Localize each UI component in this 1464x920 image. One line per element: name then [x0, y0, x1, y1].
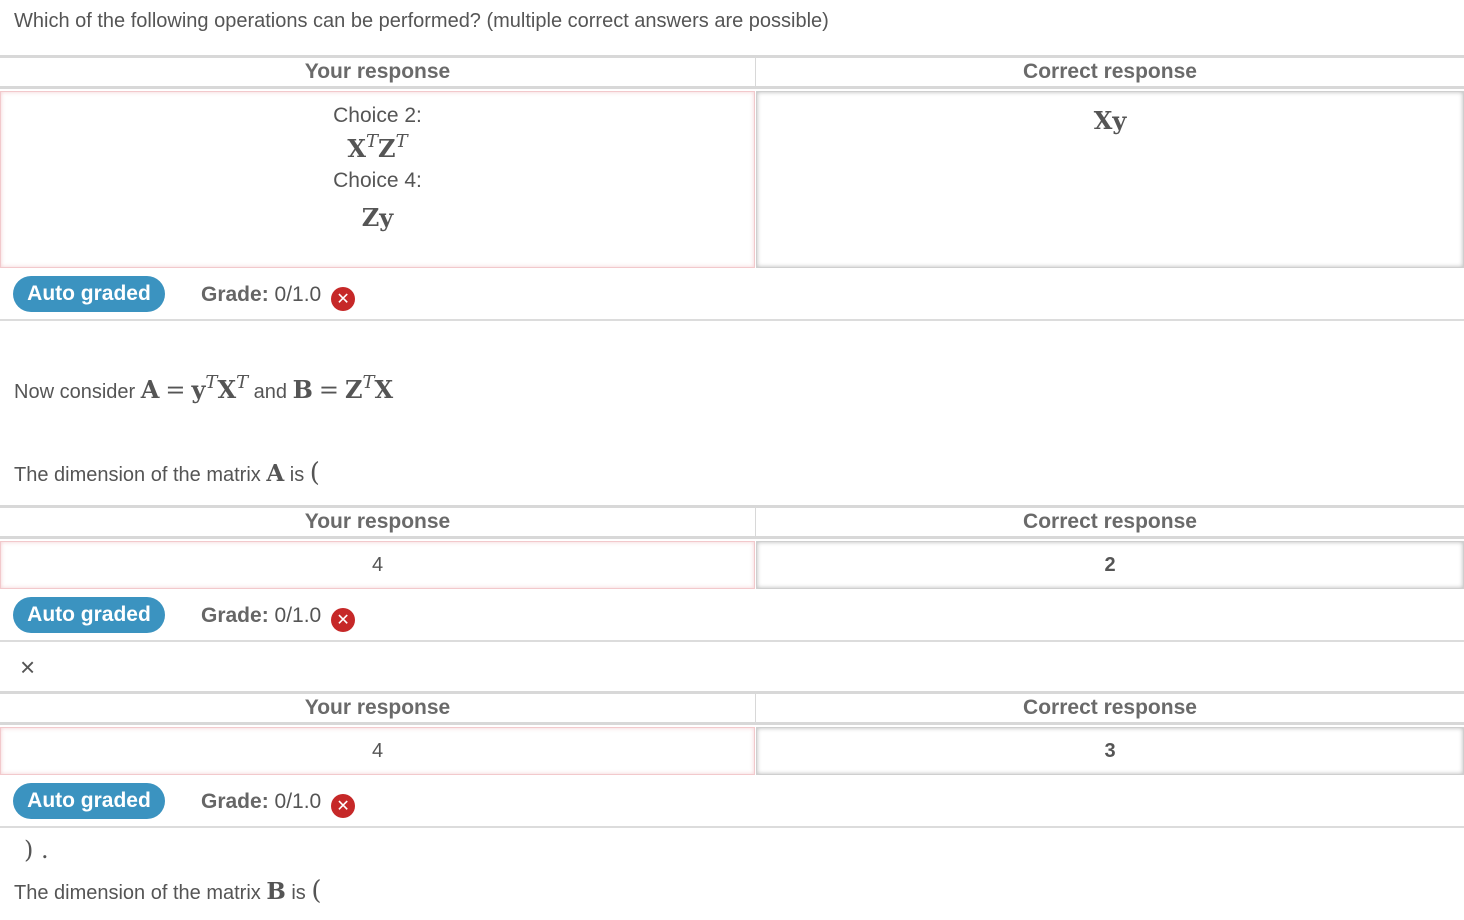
- blank2-your-response-cell: [0, 727, 755, 775]
- grade-label: Grade:: [201, 283, 269, 306]
- q2-matrix-symbol: A: [266, 460, 285, 487]
- auto-graded-badge: Auto graded: [13, 276, 165, 312]
- auto-graded-badge: Auto graded: [13, 597, 165, 633]
- q3-matrix-symbol: B: [266, 878, 286, 905]
- q3-open-paren: (: [311, 876, 322, 906]
- blank2-correct-value: 3: [1104, 740, 1116, 762]
- grade-display: [201, 269, 355, 321]
- choice-2-expression: $X^TZ^T$: [347, 131, 408, 163]
- q1-grade-bar: [0, 269, 1464, 321]
- choice-4-expression: Zy: [361, 203, 394, 232]
- your-response-header: Your response: [0, 58, 756, 86]
- blank2-correct-response-cell: [756, 727, 1464, 775]
- question-3-prompt: [14, 876, 322, 906]
- grade-display: [201, 590, 355, 642]
- q1-correct-answer: Xy: [1093, 106, 1127, 135]
- correct-response-header: Correct response: [1023, 696, 1197, 719]
- q1-response-header-row: [0, 55, 1464, 89]
- grade-label: Grade:: [201, 604, 269, 627]
- grade-value: 0/1.0: [274, 604, 322, 627]
- grade-label: Grade:: [201, 790, 269, 813]
- blank1-response-header-row: [0, 505, 1464, 539]
- blank2-your-value: 4: [371, 740, 384, 762]
- q3-text-suffix: is: [291, 882, 306, 904]
- grade-value: 0/1.0: [274, 790, 322, 813]
- q1-correct-response-cell: [756, 91, 1464, 268]
- q3-text-prefix: The dimension of the matrix: [14, 882, 261, 904]
- matrix-b-definition: $B = Z^TX$: [292, 372, 394, 404]
- q2-open-paren: (: [309, 458, 320, 488]
- blank1-grade-bar: [0, 590, 1464, 642]
- q2-close-paren: ) .: [24, 836, 49, 864]
- your-response-header: Your response: [0, 508, 756, 536]
- q2-text-suffix: is: [289, 464, 305, 486]
- intro-prefix: Now consider: [14, 381, 136, 403]
- blank2-response-header-row: [0, 691, 1464, 725]
- blank1-correct-value: 2: [1104, 554, 1116, 576]
- blank1-your-response-cell: [0, 541, 755, 589]
- blank2-grade-bar: [0, 776, 1464, 828]
- q1-your-response-cell: [0, 91, 755, 268]
- incorrect-icon: ✕: [331, 287, 355, 311]
- q2-text-prefix: The dimension of the matrix: [14, 464, 261, 486]
- choice-2-label: Choice 2:: [333, 104, 422, 127]
- question-1-prompt: Which of the following operations can be performed? (multiple correct answers are possible): [14, 10, 829, 32]
- choice-4-label: Choice 4:: [333, 169, 422, 192]
- matrix-a-definition: $A = y^TX^T$: [140, 372, 249, 404]
- times-sign: ×: [20, 652, 36, 682]
- blank1-your-value: 4: [371, 554, 384, 576]
- your-response-header: Your response: [0, 694, 756, 722]
- correct-response-header: Correct response: [1023, 510, 1197, 533]
- grade-value: 0/1.0: [274, 283, 322, 306]
- blank1-correct-response-cell: [756, 541, 1464, 589]
- grade-display: [201, 776, 355, 828]
- correct-response-header: Correct response: [1023, 60, 1197, 83]
- question-2-prompt: [14, 458, 320, 488]
- matrix-definition-line: [14, 372, 394, 404]
- auto-graded-badge: Auto graded: [13, 783, 165, 819]
- intro-conjunction: and: [253, 381, 288, 403]
- incorrect-icon: ✕: [331, 608, 355, 632]
- incorrect-icon: ✕: [331, 794, 355, 818]
